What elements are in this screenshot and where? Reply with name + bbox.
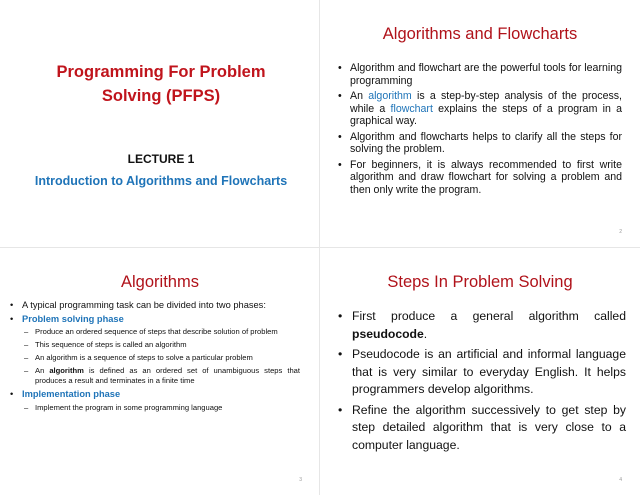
list-item: • Refine the algorithm successively to get step by step detailed algorithm that is very close to a computer language. — [338, 402, 626, 455]
list-item: • An algorithm is a step-by-step analysis of the process, while a flowchart explains the steps of a program in a graphical way. — [338, 90, 622, 128]
list-item: • A typical programming task can be divided into two phases: — [10, 300, 300, 312]
phase-heading: Implementation phase — [22, 389, 121, 399]
sub-list-item: – An algorithm is defined as an ordered set of unambiguous steps that produces a result and terminates in a finite time — [24, 366, 300, 386]
flowchart-keyword: flowchart — [390, 102, 433, 115]
slide-2-algorithms-flowcharts — [320, 0, 640, 247]
phase-heading: Problem solving phase — [22, 313, 124, 324]
bullet-list — [338, 62, 622, 199]
list-item: • Algorithm and flowchart are the powerful tools for learning programming — [338, 62, 622, 87]
page-number: 3 — [299, 477, 302, 483]
slide-heading: Steps In Problem Solving — [387, 273, 573, 291]
bullet-list — [10, 300, 300, 416]
list-item — [10, 314, 300, 387]
slide-heading: Algorithms and Flowcharts — [382, 25, 578, 43]
list-item: • Algorithm and flowcharts helps to clarify all the steps for solving the problem. — [338, 131, 622, 156]
page-number: 2 — [619, 229, 622, 235]
course-title: Programming For Problem Solving (PFPS) — [56, 63, 266, 105]
bullet-list — [338, 308, 626, 457]
sub-list-item: – Implement the program in some programming language — [24, 403, 300, 413]
list-item — [10, 389, 300, 413]
sub-list — [24, 403, 300, 413]
sub-list-item: – This sequence of steps is called an algorithm — [24, 340, 300, 350]
sub-list-item: – An algorithm is a sequence of steps to solve a particular problem — [24, 353, 300, 363]
lecture-subtitle: Introduction to Algorithms and Flowcharts — [34, 174, 288, 188]
slide-4-steps-problem-solving — [320, 248, 640, 495]
list-item: • Pseudocode is an artificial and informal language that is very similar to everyday English. It helps programmers develop algorithms. — [338, 346, 626, 399]
slide-3-algorithms — [0, 248, 320, 495]
lecture-label: LECTURE 1 — [127, 152, 195, 166]
list-item: • First produce a general algorithm called pseudocode. — [338, 308, 626, 343]
slide-heading: Algorithms — [121, 273, 199, 291]
sub-list-item: – Produce an ordered sequence of steps that describe solution of problem — [24, 327, 300, 337]
slide-1-title — [0, 0, 320, 247]
algorithm-keyword: algorithm — [368, 90, 412, 102]
sub-list — [24, 327, 300, 386]
page-number: 4 — [619, 477, 622, 483]
pseudocode-term: pseudocode — [352, 326, 424, 341]
list-item: • For beginners, it is always recommended to first write algorithm and draw flowchart for solving a problem and then only write the program. — [338, 159, 622, 197]
